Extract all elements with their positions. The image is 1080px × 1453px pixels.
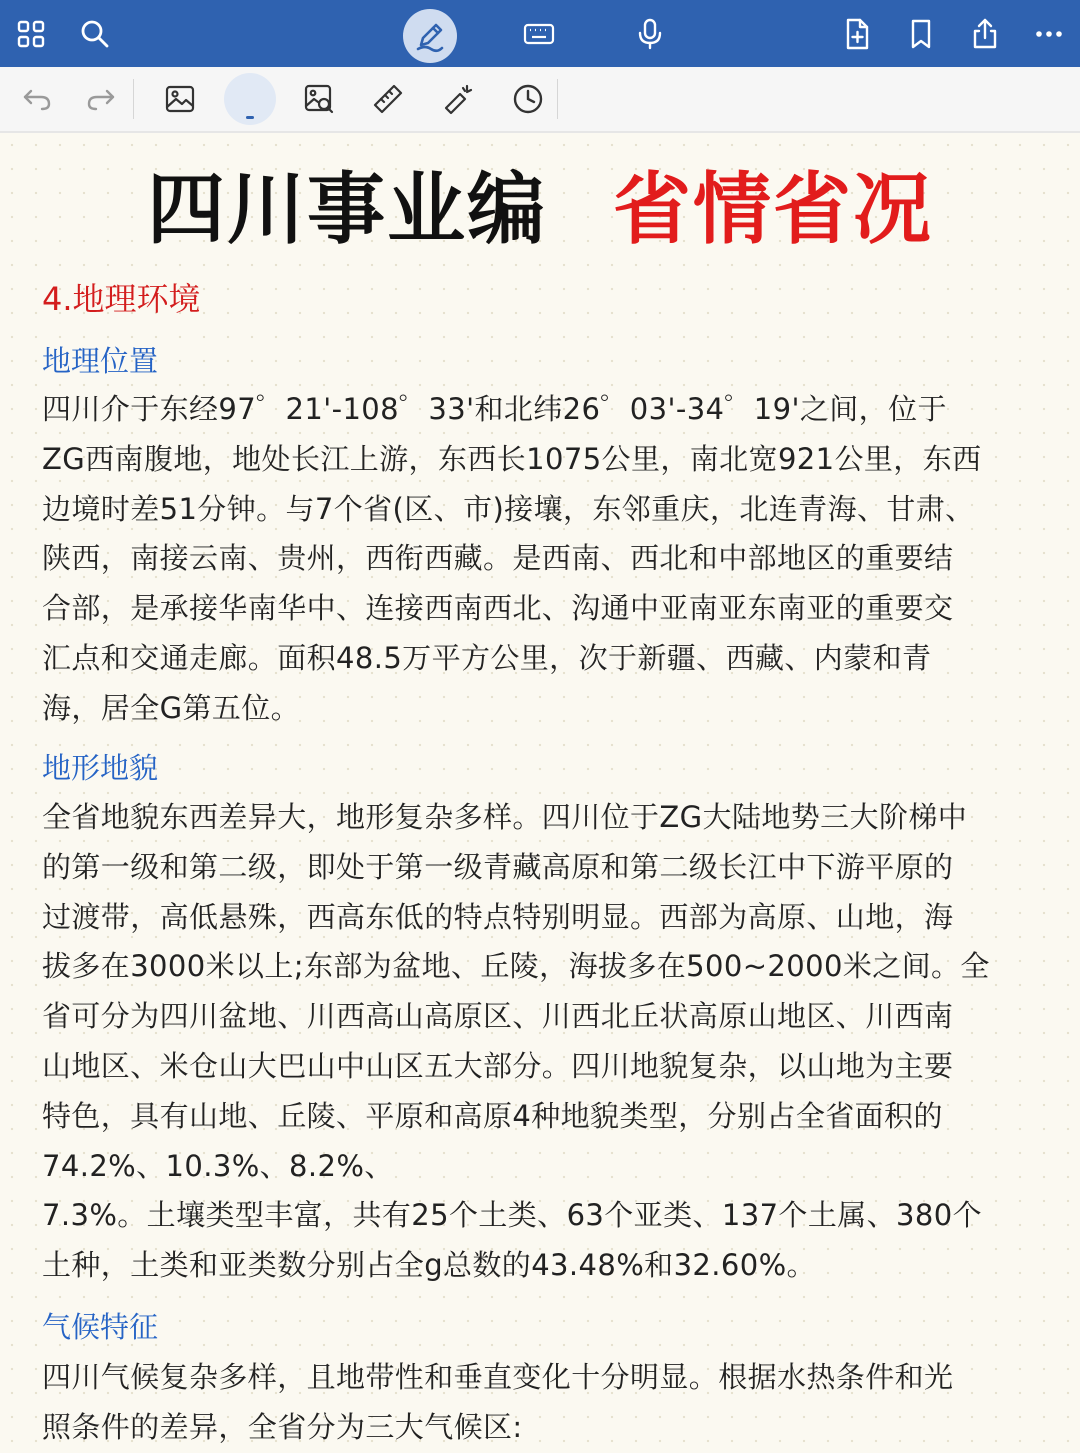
- page-title: [0, 165, 1080, 255]
- landform-paragraph: 全省地貌东西差异大，地形复杂多样。四川位于ZG大陆地势三大阶梯中 的第一级和第二级，即处于第一级青藏高原和第二级长江中下游平原的 过渡带，高低悬殊，西高东低的特点特别明显。西部为高原、山地，海 拔多在3000米以上;东部为盆地、丘陵，海拔多在500~2000米之间。全 省可分为四川盆地、川西高山高原区、川西北丘状高原山地区、川西南 山地区、米仓山大巴山中山区五大部分。四川地貌复杂，以山地为主要 特色，具有山地、丘陵、平原和高原4种地貌类型，分别占全省面积的 74.2%、10.3%、8.2%、 7.3%。土壤类型丰富，共有25个土类、63个亚类、137个土属、380个 土种，土类和亚类数分别占全g总数的43.48%和32.60%。: [42, 800, 990, 1283]
- redo-icon[interactable]: [79, 77, 123, 121]
- top-app-bar: [0, 0, 1080, 67]
- landform-heading: 地形地貌: [42, 751, 159, 785]
- toolbar-divider: [133, 79, 134, 119]
- geo-position-heading: 地理位置: [42, 344, 159, 378]
- clock-icon[interactable]: [506, 77, 550, 121]
- bookmark-icon[interactable]: [899, 12, 943, 56]
- more-icon[interactable]: [1027, 12, 1071, 56]
- pen-icon: [413, 19, 447, 53]
- image-search-icon[interactable]: [297, 77, 341, 121]
- grid-icon[interactable]: [9, 12, 53, 56]
- climate-heading: 气候特征: [42, 1310, 159, 1344]
- section-title: 4.地理环境: [42, 280, 201, 318]
- keyboard-icon[interactable]: [517, 12, 561, 56]
- add-page-icon[interactable]: [835, 12, 879, 56]
- title-red: 省情省况: [613, 165, 934, 255]
- search-icon[interactable]: [73, 12, 117, 56]
- pen-mode-button[interactable]: [403, 9, 457, 63]
- active-tool-indicator: [246, 116, 254, 119]
- microphone-icon[interactable]: [628, 12, 672, 56]
- tools-toolbar: [0, 67, 1080, 133]
- undo-icon[interactable]: [15, 77, 59, 121]
- share-icon[interactable]: [963, 12, 1007, 56]
- toolbar-divider: [557, 79, 558, 119]
- title-black: 四川事业编: [146, 165, 547, 255]
- ruler-icon[interactable]: [366, 77, 410, 121]
- image-icon[interactable]: [158, 77, 202, 121]
- geo-position-paragraph: 四川介于东经97゜21'-108゜33'和北纬26゜03'-34゜19'之间，位于 ZG西南腹地，地处长江上游，东西长1075公里，南北宽921公里，东西 边境时差51分钟。与7个省(区、市)接壤，东邻重庆，北连青海、甘肃、 陕西，南接云南、贵州，西衔西藏。是西南、西北和中部地区的重要结 合部，是承接华南华中、连接西南西北、沟通中亚南亚东南亚的重要交 汇点和交通走廊。面积48.5万平方公里，次于新疆、西藏、内蒙和青 海，居全G第五位。: [42, 392, 982, 725]
- document-page: [0, 133, 1080, 1443]
- laser-pointer-icon[interactable]: [436, 77, 480, 121]
- climate-paragraph: 四川气候复杂多样，且地带性和垂直变化十分明显。根据水热条件和光 照条件的差异，全省分为三大气候区:: [42, 1360, 954, 1444]
